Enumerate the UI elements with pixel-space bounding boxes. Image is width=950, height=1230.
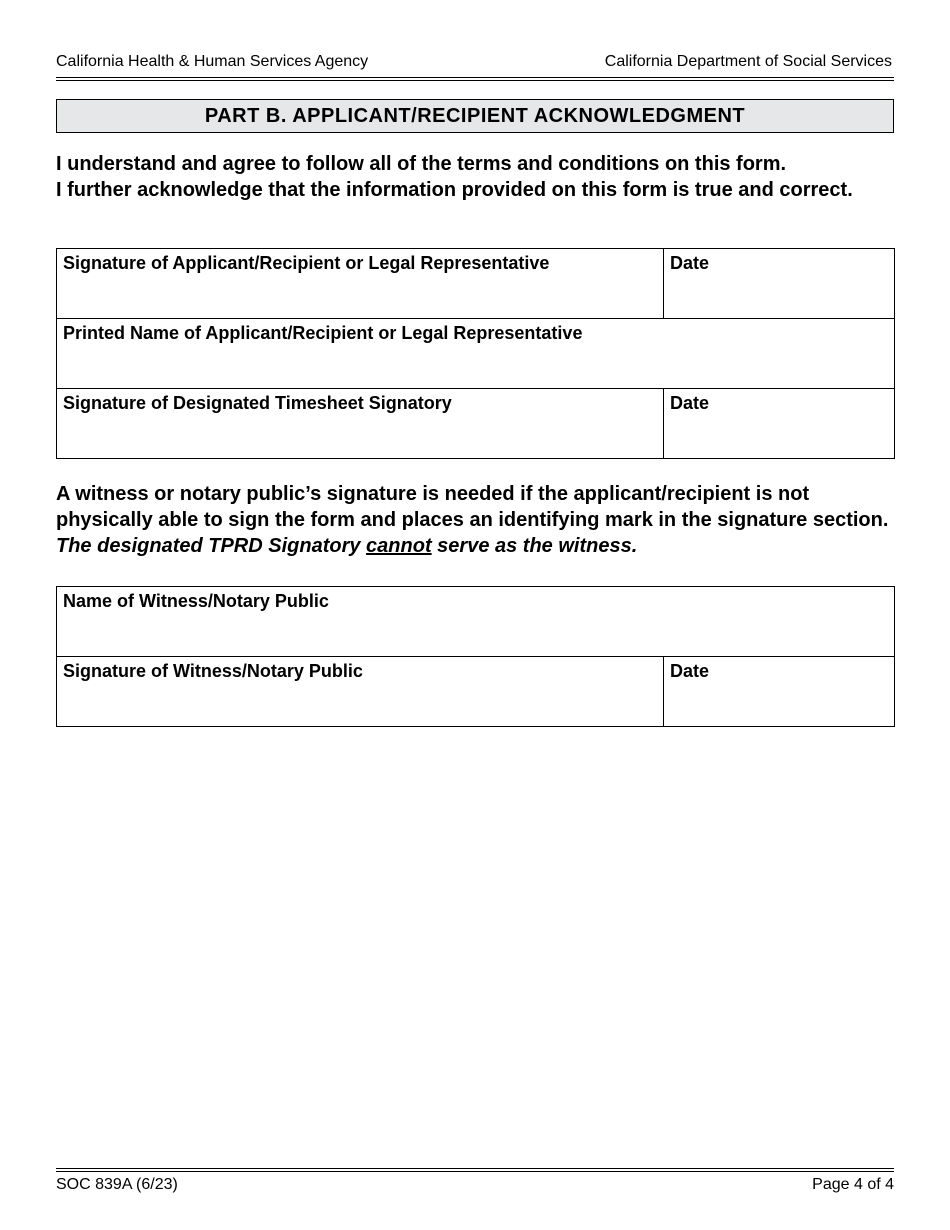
timesheet-signature-field[interactable]: [57, 389, 664, 459]
witness-instructions: [56, 481, 901, 559]
page-number: Page 4 of 4: [812, 1176, 894, 1193]
department-name: California Department of Social Services: [604, 53, 892, 70]
witness-note-end: serve as the witness.: [431, 535, 638, 557]
part-b-heading: PART B. APPLICANT/RECIPIENT ACKNOWLEDGMENT: [56, 99, 894, 133]
acknowledgment-statement: [56, 151, 896, 203]
form-id: SOC 839A (6/23): [56, 1176, 178, 1193]
witness-name-field[interactable]: [57, 587, 895, 657]
applicant-signature-field[interactable]: [57, 249, 664, 319]
agency-name: California Health & Human Services Agency: [56, 53, 369, 70]
timesheet-date-field[interactable]: [664, 389, 895, 459]
header-rule: [56, 77, 894, 81]
timesheet-signature-label: Signature of Designated Timesheet Signatory: [63, 393, 452, 413]
timesheet-date-label: Date: [670, 393, 710, 413]
applicant-signature-label: Signature of Applicant/Recipient or Legal Representative: [63, 253, 550, 273]
witness-date-label: Date: [670, 661, 710, 681]
applicant-date-label: Date: [670, 253, 710, 273]
page-header: [56, 52, 892, 72]
statement-line-2: I further acknowledge that the information provided on this form is true and correct.: [56, 179, 853, 201]
page-footer: [56, 1176, 894, 1194]
printed-name-field[interactable]: [57, 319, 895, 389]
witness-signature-label: Signature of Witness/Notary Public: [63, 661, 363, 681]
applicant-signature-table: [56, 248, 895, 459]
witness-date-field[interactable]: [664, 657, 895, 727]
footer-rule: [56, 1168, 894, 1172]
witness-name-label: Name of Witness/Notary Public: [63, 591, 329, 611]
witness-signature-field[interactable]: [57, 657, 664, 727]
witness-note-start: The designated TPRD Signatory: [56, 535, 367, 557]
witness-text: A witness or notary public’s signature is needed if the applicant/recipient is not physically able to sign the form and places an identifying mark in the signature section.: [56, 483, 889, 531]
witness-note-cannot: cannot: [366, 535, 432, 557]
witness-signature-table: [56, 586, 895, 727]
printed-name-label: Printed Name of Applicant/Recipient or Legal Representative: [63, 323, 583, 343]
applicant-date-field[interactable]: [664, 249, 895, 319]
statement-line-1: I understand and agree to follow all of the terms and conditions on this form.: [56, 153, 787, 175]
